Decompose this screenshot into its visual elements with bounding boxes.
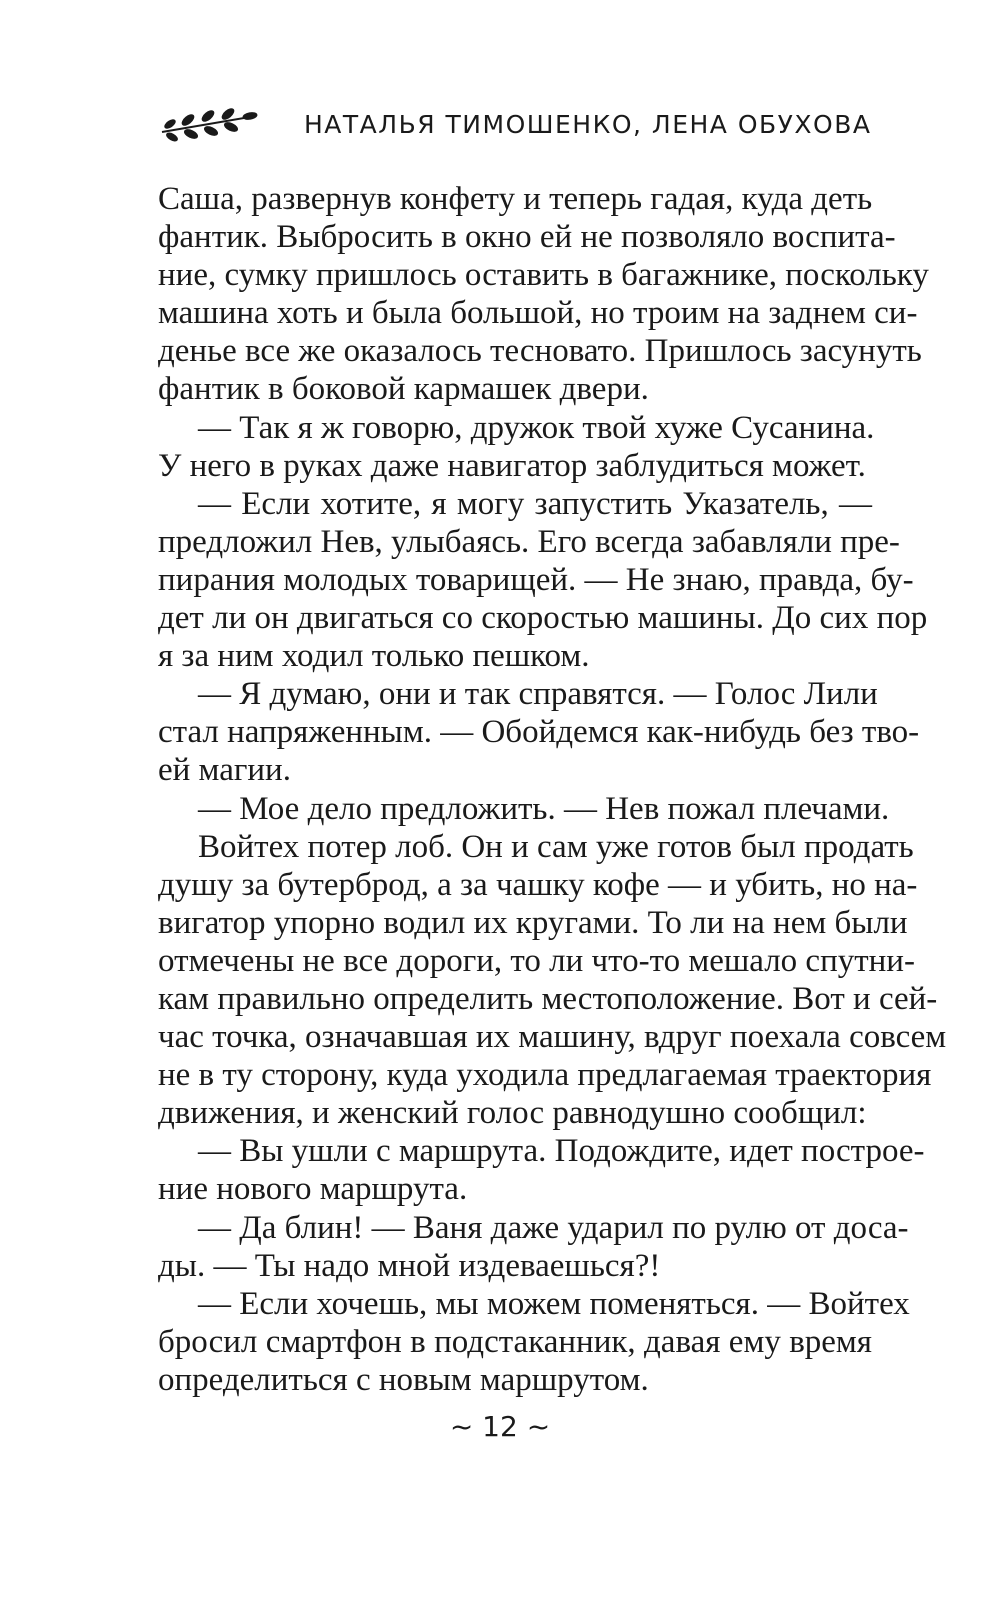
- text-line: предложил Нев, улыбаясь. Его всегда забавляли пре-: [158, 523, 900, 560]
- leaf-branch-icon: [158, 106, 258, 146]
- text-line: У него в руках даже навигатор заблудиться может.: [158, 447, 866, 484]
- text-line: я за ним ходил только пешком.: [158, 638, 590, 675]
- text-line: не в ту сторону, куда уходила предлагаемая траектория: [158, 1057, 932, 1094]
- text-line: дет ли он двигаться со скоростью машины. До сих пор: [158, 600, 928, 637]
- text-line: машина хоть и была большой, но троим на заднем си-: [158, 295, 918, 332]
- text-line: ние, сумку пришлось оставить в багажнике, поскольку: [158, 257, 929, 294]
- text-line: Войтех потер лоб. Он и сам уже готов был продать: [198, 828, 914, 865]
- text-line: денье все же оказалось тесновато. Пришлось засунуть: [158, 333, 922, 370]
- text-line: пирания молодых товарищей. — Не знаю, правда, бу-: [158, 561, 914, 598]
- text-line: — Я думаю, они и так справятся. — Голос Лили: [198, 676, 878, 713]
- text-line: стал напряженным. — Обойдемся как-нибудь без тво-: [158, 714, 920, 751]
- text-line: фантик в боковой кармашек двери.: [158, 371, 649, 408]
- body-text: [158, 180, 947, 1399]
- text-line: отмечены не все дороги, то ли что-то мешало спутни-: [158, 942, 915, 979]
- text-line: — Мое дело предложить. — Нев пожал плечами.: [198, 790, 890, 827]
- page-number: ~ 12 ~: [449, 1410, 551, 1443]
- text-line: душу за бутерброд, а за чашку кофе — и убить, но на-: [158, 866, 918, 903]
- text-line: — Так я ж говорю, дружок твой хуже Сусанина.: [198, 409, 875, 446]
- text-line: — Вы ушли с маршрута. Подождите, идет построе-: [198, 1133, 925, 1170]
- text-line: определиться с новым маршрутом.: [158, 1361, 649, 1398]
- text-line: — Если хочешь, мы можем поменяться. — Войтех: [198, 1285, 910, 1322]
- text-line: вигатор упорно водил их кругами. То ли на нем были: [158, 904, 908, 941]
- page-header: [158, 100, 878, 160]
- text-line: — Да блин! — Ваня даже ударил по рулю от доса-: [198, 1209, 909, 1246]
- text-line: Саша, развернув конфету и теперь гадая, куда деть: [158, 181, 873, 217]
- text-line: — Если хотите, я могу запустить Указатель, —: [198, 485, 872, 522]
- text-line: ние нового маршрута.: [158, 1171, 468, 1208]
- text-line: бросил смартфон в подстаканник, давая ему время: [158, 1323, 872, 1360]
- running-head: НАТАЛЬЯ ТИМОШЕНКО, ЛЕНА ОБУХОВА: [304, 110, 872, 139]
- text-line: ей магии.: [158, 752, 291, 789]
- text-line: движения, и женский голос равнодушно сообщил:: [158, 1095, 867, 1132]
- text-line: ды. — Ты надо мной издеваешься?!: [158, 1247, 661, 1284]
- text-line: кам правильно определить местоположение. Вот и сей-: [158, 980, 938, 1017]
- text-line: фантик. Выбросить в окно ей не позволяло воспита-: [158, 219, 896, 256]
- text-line: час точка, означавшая их машину, вдруг поехала совсем: [158, 1019, 947, 1056]
